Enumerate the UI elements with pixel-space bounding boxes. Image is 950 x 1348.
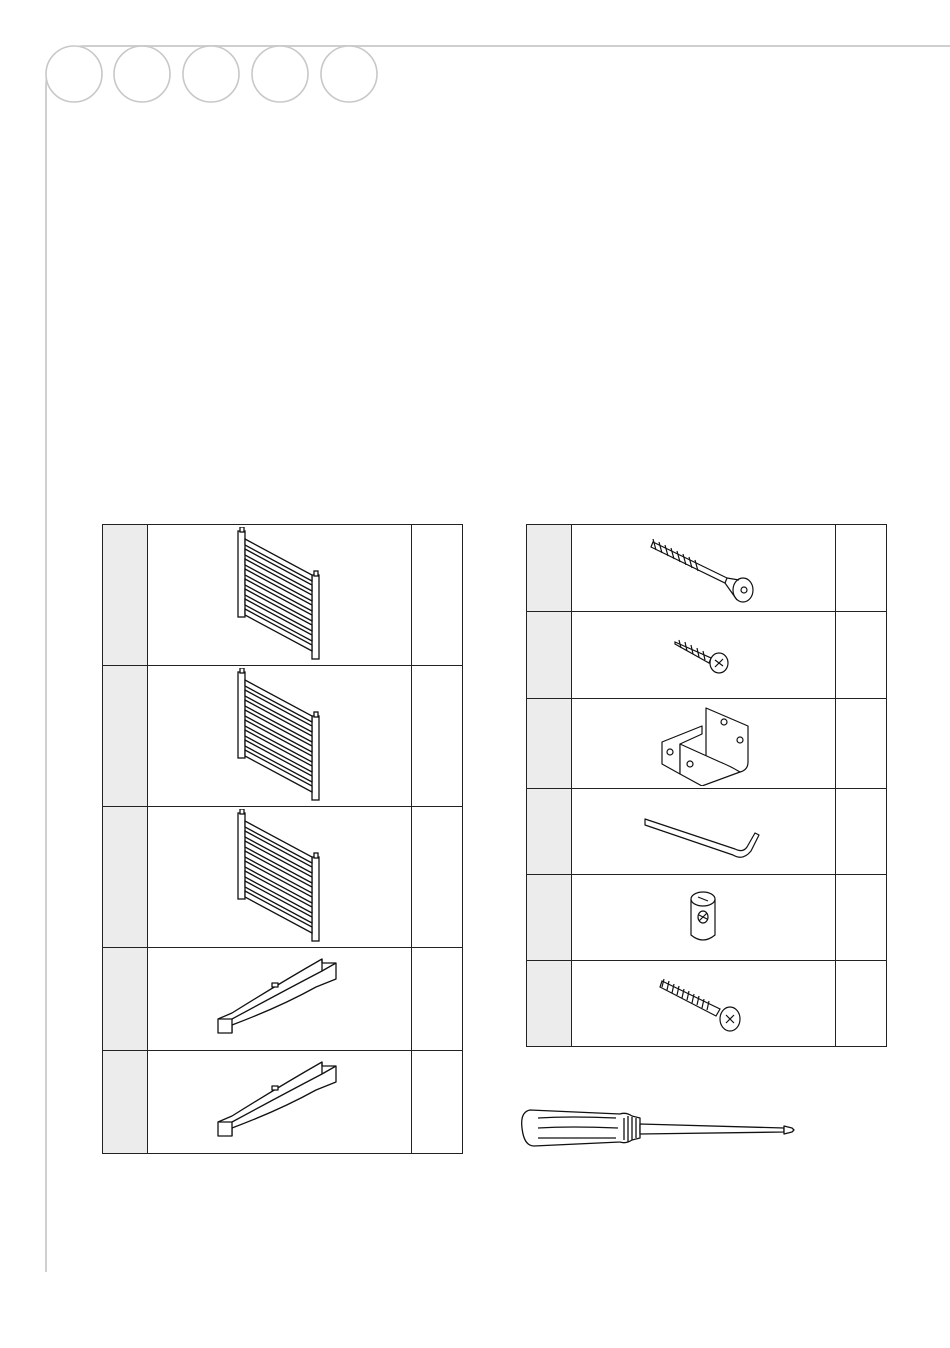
part-quantity-cell	[836, 612, 887, 699]
part-quantity-cell	[836, 875, 887, 961]
step-circles	[46, 46, 377, 102]
machine-screw-icon	[654, 969, 754, 1039]
step-circle-5	[321, 46, 377, 102]
part-quantity-cell	[412, 525, 463, 666]
part-quantity-cell	[412, 1051, 463, 1154]
part-image-cell	[148, 666, 412, 807]
part-quantity-cell	[412, 807, 463, 948]
part-quantity-cell	[836, 525, 887, 612]
part-image-cell	[572, 612, 836, 699]
part-index-cell	[103, 525, 148, 666]
table-row	[527, 875, 887, 961]
slatted-side-panel-icon	[220, 527, 340, 663]
part-index-cell	[527, 699, 572, 789]
step-circle-4	[252, 46, 308, 102]
part-image-cell	[572, 699, 836, 789]
part-image-cell	[148, 525, 412, 666]
table-row	[103, 948, 463, 1051]
part-image-cell	[148, 1051, 412, 1154]
parts-table-hardware	[526, 524, 887, 1047]
table-row	[527, 525, 887, 612]
part-image-cell	[572, 961, 836, 1047]
part-index-cell	[103, 807, 148, 948]
step-circle-3	[183, 46, 239, 102]
table-row	[527, 961, 887, 1047]
table-row	[527, 789, 887, 875]
part-image-cell	[148, 807, 412, 948]
u-bracket-icon	[644, 702, 764, 786]
barrel-nut-icon	[679, 885, 729, 951]
step-circle-1	[46, 46, 102, 102]
part-image-cell	[572, 789, 836, 875]
part-quantity-cell	[836, 961, 887, 1047]
part-image-cell	[572, 875, 836, 961]
screwdriver-icon	[520, 1104, 800, 1154]
part-index-cell	[103, 948, 148, 1051]
part-quantity-cell	[836, 789, 887, 875]
part-quantity-cell	[836, 699, 887, 789]
part-image-cell	[148, 948, 412, 1051]
table-row	[103, 1051, 463, 1154]
part-index-cell	[103, 666, 148, 807]
table-row	[103, 525, 463, 666]
step-circle-2	[114, 46, 170, 102]
part-quantity-cell	[412, 948, 463, 1051]
slatted-side-panel-icon	[220, 809, 340, 945]
long-bolt-icon	[639, 528, 769, 608]
part-quantity-cell	[412, 666, 463, 807]
part-index-cell	[527, 961, 572, 1047]
wooden-rail-icon	[210, 1056, 350, 1148]
part-image-cell	[572, 525, 836, 612]
wood-screw-icon	[669, 630, 739, 680]
table-row	[527, 612, 887, 699]
table-row	[103, 666, 463, 807]
slatted-side-panel-icon	[220, 668, 340, 804]
parts-table-panels	[102, 524, 463, 1154]
part-index-cell	[527, 789, 572, 875]
table-row	[103, 807, 463, 948]
part-index-cell	[527, 612, 572, 699]
part-index-cell	[103, 1051, 148, 1154]
allen-key-icon	[639, 797, 769, 867]
table-row	[527, 699, 887, 789]
wooden-rail-icon	[210, 953, 350, 1045]
part-index-cell	[527, 875, 572, 961]
part-index-cell	[527, 525, 572, 612]
